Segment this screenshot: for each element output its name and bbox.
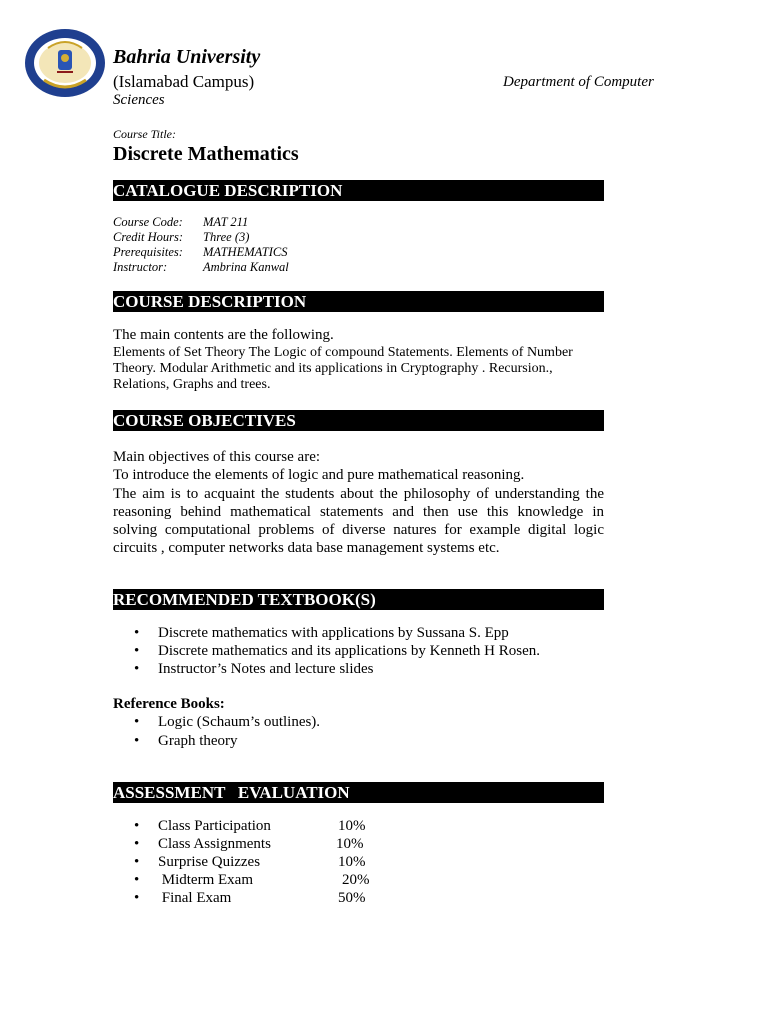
assessment-item (134, 818, 271, 835)
assessment-weight: 10% (338, 818, 366, 834)
catalogue-row (113, 230, 249, 245)
university-logo (24, 28, 106, 98)
assessment-weight: 10% (338, 854, 366, 870)
assessment-item (134, 854, 260, 871)
section-catalogue-header: CATALOGUE DESCRIPTION (113, 180, 604, 201)
catalogue-label: Credit Hours: (113, 230, 184, 244)
textbook-text: Discrete mathematics and its applications by Kenneth H Rosen. (158, 643, 540, 659)
textbook-text: Discrete mathematics with applications by Sussana S. Epp (158, 625, 509, 641)
catalogue-row (113, 215, 248, 230)
catalogue-row (113, 260, 289, 275)
description-line: Elements of Set Theory The Logic of compound Statements. Elements of Number (113, 345, 573, 360)
course-title-label: Course Title: (113, 127, 177, 141)
reference-text: Logic (Schaum’s outlines). (158, 714, 321, 730)
bullet-icon: • (134, 890, 140, 906)
section-textbooks-header: RECOMMENDED TEXTBOOK(S) (113, 589, 604, 610)
assessment-label: Class Participation (158, 818, 271, 834)
assessment-weight: 50% (338, 890, 366, 906)
course-title: Discrete Mathematics (113, 143, 299, 165)
bullet-icon: • (134, 643, 140, 659)
catalogue-value: MATHEMATICS (203, 245, 288, 259)
textbook-text: Instructor’s Notes and lecture slides (158, 661, 374, 677)
objectives-line: Main objectives of this course are: (113, 449, 321, 465)
catalogue-label: Instructor: (113, 260, 168, 274)
assessment-label: Class Assignments (158, 836, 271, 852)
assessment-label: Midterm Exam (158, 872, 253, 888)
bullet-icon: • (134, 733, 140, 749)
reference-heading: Reference Books: (113, 696, 225, 712)
campus-name: (Islamabad Campus) (113, 72, 255, 91)
university-name: Bahria University (113, 46, 261, 68)
reference-text: Graph theory (158, 733, 238, 749)
catalogue-value: MAT 211 (203, 215, 249, 229)
bullet-icon: • (134, 625, 140, 641)
bullet-icon: • (134, 854, 140, 870)
assessment-item (134, 890, 231, 907)
catalogue-label: Course Code: (113, 215, 183, 229)
assessment-item (134, 872, 253, 889)
department-line1: Department of Computer (503, 74, 654, 90)
assessment-label: Surprise Quizzes (158, 854, 261, 870)
bullet-icon: • (134, 714, 140, 730)
description-intro: The main contents are the following. (113, 327, 334, 343)
bullet-icon: • (134, 818, 140, 834)
reference-item (134, 714, 320, 731)
textbook-item (134, 643, 540, 660)
assessment-item (134, 836, 271, 853)
description-line: Theory. Modular Arithmetic and its applications in Cryptography . Recursion., (113, 361, 553, 376)
bullet-icon: • (134, 836, 140, 852)
reference-item (134, 733, 238, 750)
section-objectives-header: COURSE OBJECTIVES (113, 410, 604, 431)
assessment-label: Final Exam (158, 890, 232, 906)
bullet-icon: • (134, 661, 140, 677)
textbook-item (134, 625, 509, 642)
description-line: Relations, Graphs and trees. (113, 377, 271, 392)
textbook-item (134, 661, 374, 678)
catalogue-value: Three (3) (203, 230, 250, 244)
bullet-icon: • (134, 872, 140, 888)
department-line2: Sciences (113, 92, 165, 108)
assessment-weight: 20% (342, 872, 370, 888)
section-course-description-header: COURSE DESCRIPTION (113, 291, 604, 312)
objectives-line: To introduce the elements of logic and pure mathematical reasoning. (113, 467, 525, 483)
objectives-paragraph: The aim is to acquaint the students about the philosophy of understanding the reasoning behind mathematical statements and then use this knowledge in solving computational problems of diverse natures for example digital logic circuits , computer networks data base management systems etc. (113, 486, 604, 556)
catalogue-value: Ambrina Kanwal (203, 260, 289, 274)
catalogue-row (113, 245, 288, 260)
section-assessment-header: ASSESSMENT EVALUATION (113, 782, 604, 803)
assessment-weight: 10% (336, 836, 364, 852)
catalogue-label: Prerequisites: (113, 245, 183, 259)
